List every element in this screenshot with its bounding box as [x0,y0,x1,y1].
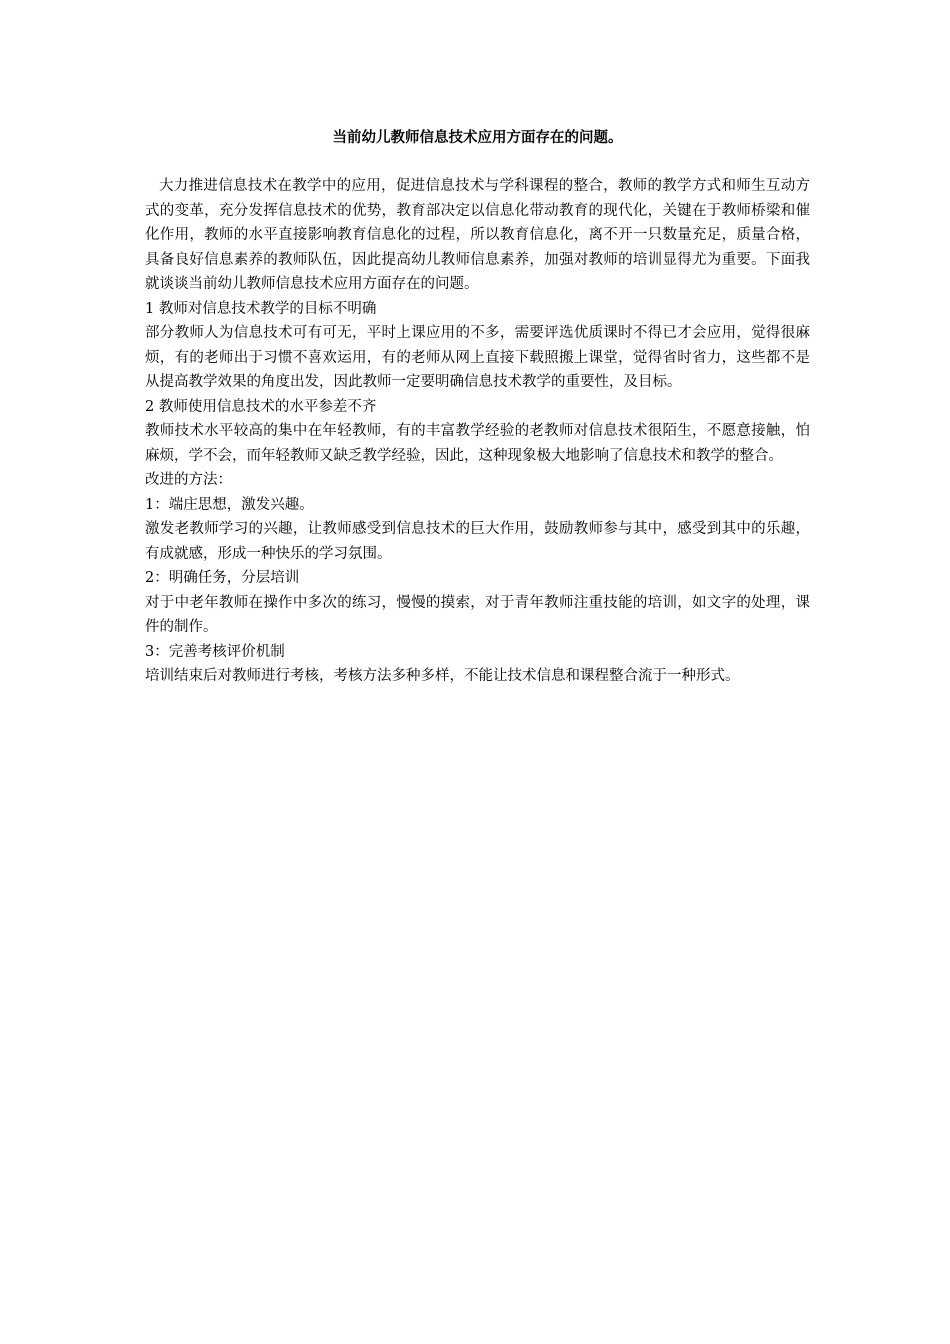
section-heading-1: 1 教师对信息技术教学的目标不明确 [145,300,377,317]
method-heading-2: 2：明确任务，分层培训 [145,570,300,586]
method-paragraph-3: 培训结束后对教师进行考核，考核方法多种多样，不能让技术信息和课程整合流于一种形式。 [145,668,740,684]
method-paragraph-2: 对于中老年教师在操作中多次的练习，慢慢的摸索，对于青年教师注重技能的培训，如文字的处理，课件的制作。 [145,594,810,635]
section-heading-2: 2 教师使用信息技术的水平参差不齐 [145,398,377,415]
method-heading-3: 3：完善考核评价机制 [145,643,285,660]
section-paragraph-2: 教师技术水平较高的集中在年轻教师，有的丰富教学经验的老教师对信息技术很陌生，不愿意接触，怕麻烦，学不会，而年轻教师又缺乏教学经验，因此，这种现象极大地影响了信息技术和教学的整合。 [145,423,810,464]
intro-paragraph: 大力推进信息技术在教学中的应用，促进信息技术与学科课程的整合，教师的教学方式和师生互动方式的变革，充分发挥信息技术的优势，教育部决定以信息化带动教育的现代化，关键在于教师桥梁和催化作用，教师的水平直接影响教育信息化的过程，所以教育信息化，离不开一只数量充足，质量合格，具备良好信息素养的教师队伍，因此提高幼儿教师信息素养，加强对教师的培训显得尤为重要。下面我就谈谈当前幼儿教师信息技术应用方面存在的问题。 [145,178,810,292]
document-title: 当前幼儿教师信息技术应用方面存在的问题。 [332,130,623,146]
method-heading-1: 1：端庄思想，激发兴趣。 [145,496,314,513]
method-paragraph-1: 激发老教师学习的兴趣，让教师感受到信息技术的巨大作用，鼓励教师参与其中，感受到其中的乐趣，有成就感，形成一种快乐的学习氛围。 [145,521,810,562]
document-body [145,127,810,689]
section-paragraph-1: 部分教师人为信息技术可有可无，平时上课应用的不多，需要评选优质课时不得已才会应用，觉得很麻烦，有的老师出于习惯不喜欢运用，有的老师从网上直接下载照搬上课堂，觉得省时省力，这些都不是从提高教学效果的角度出发，因此教师一定要明确信息技术教学的重要性，及目标。 [145,325,810,390]
methods-heading: 改进的方法： [145,472,232,488]
